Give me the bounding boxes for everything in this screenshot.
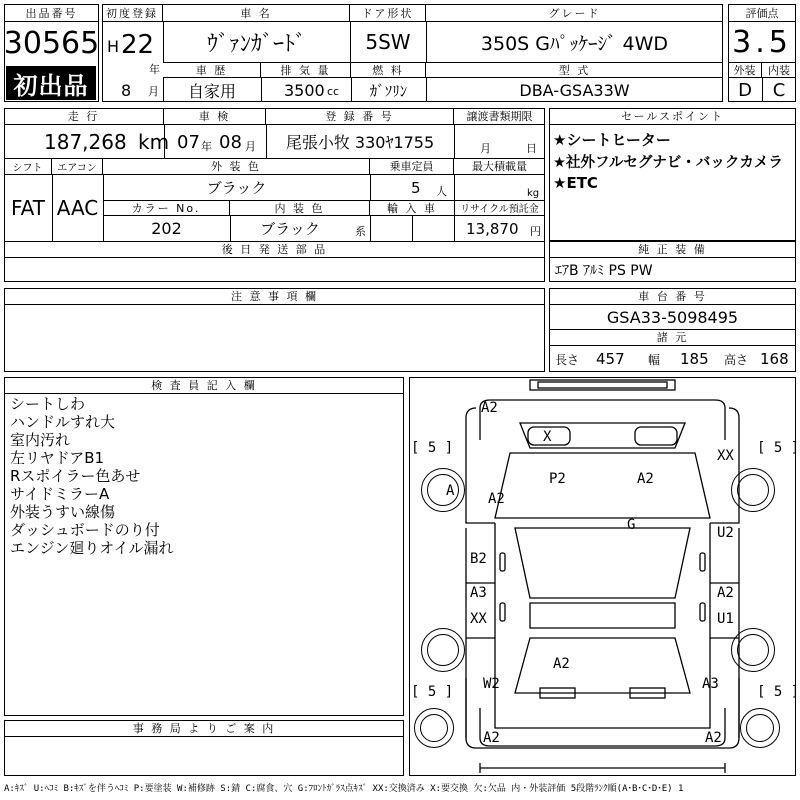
mark-hood-left: P2 [549,471,566,487]
mark-left-rear-door: XX [470,611,487,627]
score-label: 評価点 [728,4,796,22]
office-label: 事 務 局 よ り ご 案 内 [4,720,404,737]
load-unit: kg [527,187,540,199]
mark-front-left-fender: A2 [488,491,505,507]
mark-right-rear-door: U1 [717,611,734,627]
plate-number: 尾張小牧 330ﾔ1755 [285,133,435,152]
first-listing-badge: 初出品 [6,66,96,100]
interior-color-unit: 系 [355,225,366,238]
ac-label: エアコン [52,158,103,175]
exterior-color: ブラック [206,179,267,197]
transfer-label: 譲渡書類期限 [454,108,545,125]
inspection-year: 07 [177,131,200,153]
width-label: 幅 [648,352,661,367]
car-name-label: 車 名 [163,4,350,22]
mark-left-quarter: W2 [483,676,500,692]
reg-label: 初度登録 [102,4,163,22]
tread-front-right: [ 5 ] [757,440,800,456]
notes-label: 注 意 事 項 欄 [4,288,545,305]
ac-value: AAC [56,196,99,220]
reg-month: 8 [121,80,132,100]
door-type: 5SW [365,30,411,54]
reg-year: 22 [121,30,155,60]
inspector-line: 外装うすい線傷 [10,503,116,521]
chassis-number: GSA33-5098495 [606,307,739,327]
history-label: 車 歴 [163,62,261,78]
rear-right-tire-icon [731,628,775,672]
height-value: 168 [760,350,789,368]
grade-label: グレード [426,4,723,22]
era: H [107,36,120,56]
inspector-label: 検 査 員 記 入 欄 [4,377,404,394]
capacity-value: 5 [411,179,421,197]
color-no-label: カラー No. [103,200,230,216]
inspector-line: エンジン廻りオイル漏れ [10,539,174,557]
inspector-line: 室内汚れ [10,431,71,449]
width-value: 185 [680,350,709,368]
capacity-label: 乗車定員 [370,158,454,175]
inspector-line: ハンドルすれ大 [10,413,116,431]
transfer-day-unit: 日 [526,142,537,155]
shift-value: FAT [10,196,45,220]
car-name: ｳﾞｧﾝｶﾞｰﾄﾞ [206,31,306,57]
displacement-label: 排 気 量 [261,62,351,78]
exterior-label: 外装 [728,62,762,78]
inspector-line: ダッシュボードのり付 [10,521,160,539]
inspection-label: 車 検 [164,108,266,125]
vehicle-history: 自家用 [187,81,236,101]
legend-footer: A:ｷｽﾞ U:ﾍｺﾐ B:ｷｽﾞを伴うﾍｺﾐ P:要塗装 W:補修跡 S:錆 C:腐食、穴 G:ﾌﾛﾝﾄｶﾞﾗｽ点ｷｽﾞ XX:交換済み X:要交換 欠:欠品 内・外装評価 5段階ﾗﾝｸ順(A･B･C･D･E) 1 [4,783,684,794]
mark-hood-right: A2 [637,471,654,487]
fuel-label: 燃 料 [351,62,426,78]
recycle-unit: 円 [530,225,541,238]
interior-grade: C [772,79,786,101]
year-unit: 年 [149,63,160,76]
sales-point-item: ★ETC [553,174,598,192]
mark-rear-bumper-right: A2 [705,730,722,746]
exterior-grade: D [738,79,752,101]
displacement-unit: cc [327,84,340,98]
shift-label: シフト [4,158,52,175]
plate-label: 登 録 番 号 [266,108,454,125]
int-color-label: 内 装 色 [230,200,370,216]
recycle-label: リサイクル預託金 [454,200,545,216]
front-right-tire-icon [731,468,775,512]
inspector-line: 左リヤドアB1 [10,449,105,467]
spare-tire-icon [414,708,454,748]
inspection-month-unit: 月 [245,140,256,153]
height-label: 高さ [724,352,749,367]
mark-left-front-door: B2 [470,551,487,567]
equipment-label: 純 正 装 備 [549,241,796,258]
mileage-value: 187,268 [44,130,127,154]
length-label: 長さ [555,352,580,367]
displacement-value: 3500 [284,80,325,100]
interior-label: 内装 [762,62,796,78]
sales-point-item: ★社外フルセグナビ・バックカメラ [553,154,783,171]
color-label: 外 装 色 [103,158,370,175]
tread-rear-right: [ 5 ] [757,684,800,700]
inspection-month: 08 [219,131,242,153]
score-value: 3.5 [732,24,792,60]
inspector-line: シートしわ [10,395,86,413]
car-diagram [410,378,795,775]
mark-right-quarter: A3 [702,676,719,692]
spec-label: 諸 元 [549,329,796,346]
mileage-unit: km [138,130,170,154]
door-label: ドア形状 [350,4,426,22]
mark-front-bumper: A2 [481,400,498,416]
capacity-unit: 人 [436,185,447,198]
inspector-line: サイドミラーA [10,485,110,503]
lot-label: 出品番号 [4,4,99,22]
equipment-value: ｴｱB ｱﾙﾐ PS PW [555,263,653,279]
mark-left-rear-door-top: A3 [470,585,487,601]
mark-front-left-wheel: A [446,483,455,499]
rear-left-tire-icon [421,628,465,672]
tread-front-left: [ 5 ] [411,440,454,456]
model-value: DBA-GSA33W [519,80,630,100]
inspection-year-unit: 年 [201,140,212,153]
sales-point-item: ★シートヒーター [553,130,671,149]
mark-right-rear-door-top: A2 [717,585,734,601]
interior-color: ブラック [260,220,320,238]
lot-number: 30565 [4,25,99,61]
color-number: 202 [151,219,182,238]
spare-tire-right-icon [740,708,780,748]
transfer-month-unit: 月 [480,142,491,155]
front-left-tire-icon [421,468,465,512]
import-label: 輸 入 車 [370,200,454,216]
grade-value: 350S Gﾊﾟｯｹｰｼﾞ 4WD [480,32,669,55]
inspector-lines [10,395,174,557]
load-label: 最大積載量 [454,158,545,175]
mark-windshield: X [543,429,552,445]
month-unit: 月 [148,85,159,98]
mark-front-right-fender: XX [717,448,734,464]
mark-roof: G [627,517,636,533]
model-label: 型 式 [426,62,723,78]
mark-rear-bumper-left: A2 [483,730,500,746]
recycle-value: 13,870 [466,220,519,238]
inspector-line: Rスポイラー色あせ [10,467,141,485]
mileage-label: 走 行 [4,108,164,125]
chassis-label: 車 台 番 号 [549,288,796,305]
mark-right-front-door: U2 [717,525,734,541]
tread-rear-left: [ 5 ] [411,684,454,700]
later-parts-label: 後 日 発 送 部 品 [4,241,545,258]
fuel-value: ｶﾞｿﾘﾝ [369,81,408,100]
length-value: 457 [596,350,625,368]
mark-rear-glass: A2 [553,656,570,672]
sales-points-label: セールスポイント [549,108,796,125]
